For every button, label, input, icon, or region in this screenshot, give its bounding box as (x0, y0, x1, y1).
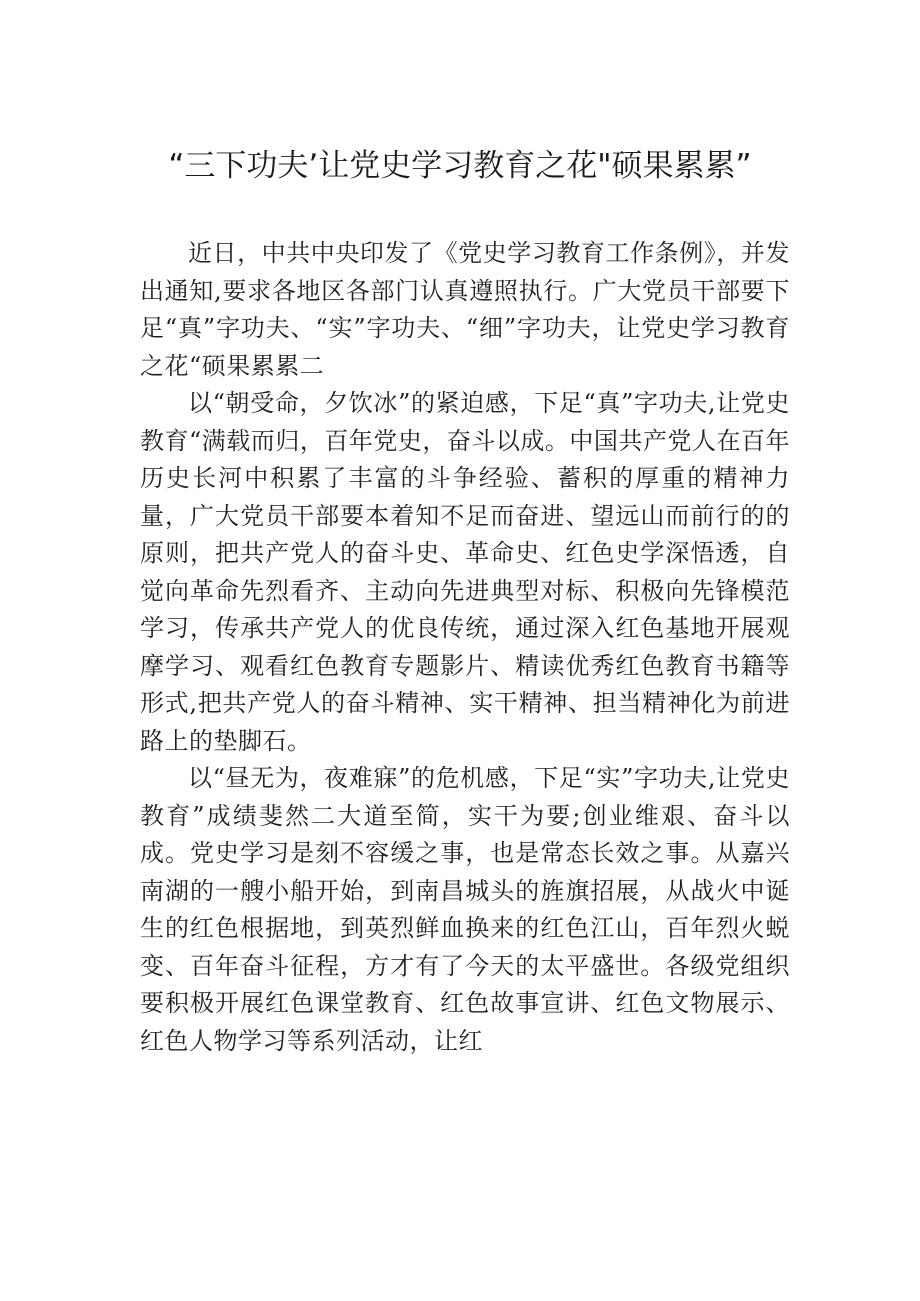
paragraph-intro: 近日，中共中央印发了《党史学习教育工作条例》，并发出通知,要求各地区各部门认真遵照执行。广大党员干部要下足“真”字功夫、“实”字功夫、“细”字功夫，让党史学习教育之花“硕果累累二 (140, 239, 790, 380)
page-title: “三下功夫’让党史学习教育之花"硕果累累” (168, 148, 752, 184)
paragraph-shi: 以“昼无为，夜难寐”的危机感，下足“实”字功夫,让党史教育”成绩斐然二大道至简，实干为要;创业维艰、奋斗以成。党史学习是刻不容缓之事，也是常态长效之事。从嘉兴南湖的一艘小船开始，到南昌城头的旌旗招展，从战火中诞生的红色根据地，到英烈鲜血换来的红色江山，百年烈火蜕变、百年奋斗征程，方才有了今天的太平盛世。各级党组织要积极开展红色课堂教育、红色故事宣讲、红色文物展示、红色人物学习等系列活动，让红 (140, 764, 790, 1055)
paragraph-zhen: 以“朝受命，夕饮冰”的紧迫感，下足“真”字功夫,让党史教育“满载而归，百年党史，奋斗以成。中国共产党人在百年历史长河中积累了丰富的斗争经验、蓄积的厚重的精神力量，广大党员干部要本着知不足而奋进、望远山而前行的的原则，把共产党人的奋斗史、革命史、红色史学深悟透，自觉向革命先烈看齐、主动向先进典型对标、积极向先锋模范学习，传承共产党人的优良传统，通过深入红色基地开展观摩学习、观看红色教育专题影片、精读优秀红色教育书籍等形式,把共产党人的奋斗精神、实干精神、担当精神化为前进路上的垫脚石。 (140, 389, 790, 755)
article-body (140, 235, 790, 1060)
